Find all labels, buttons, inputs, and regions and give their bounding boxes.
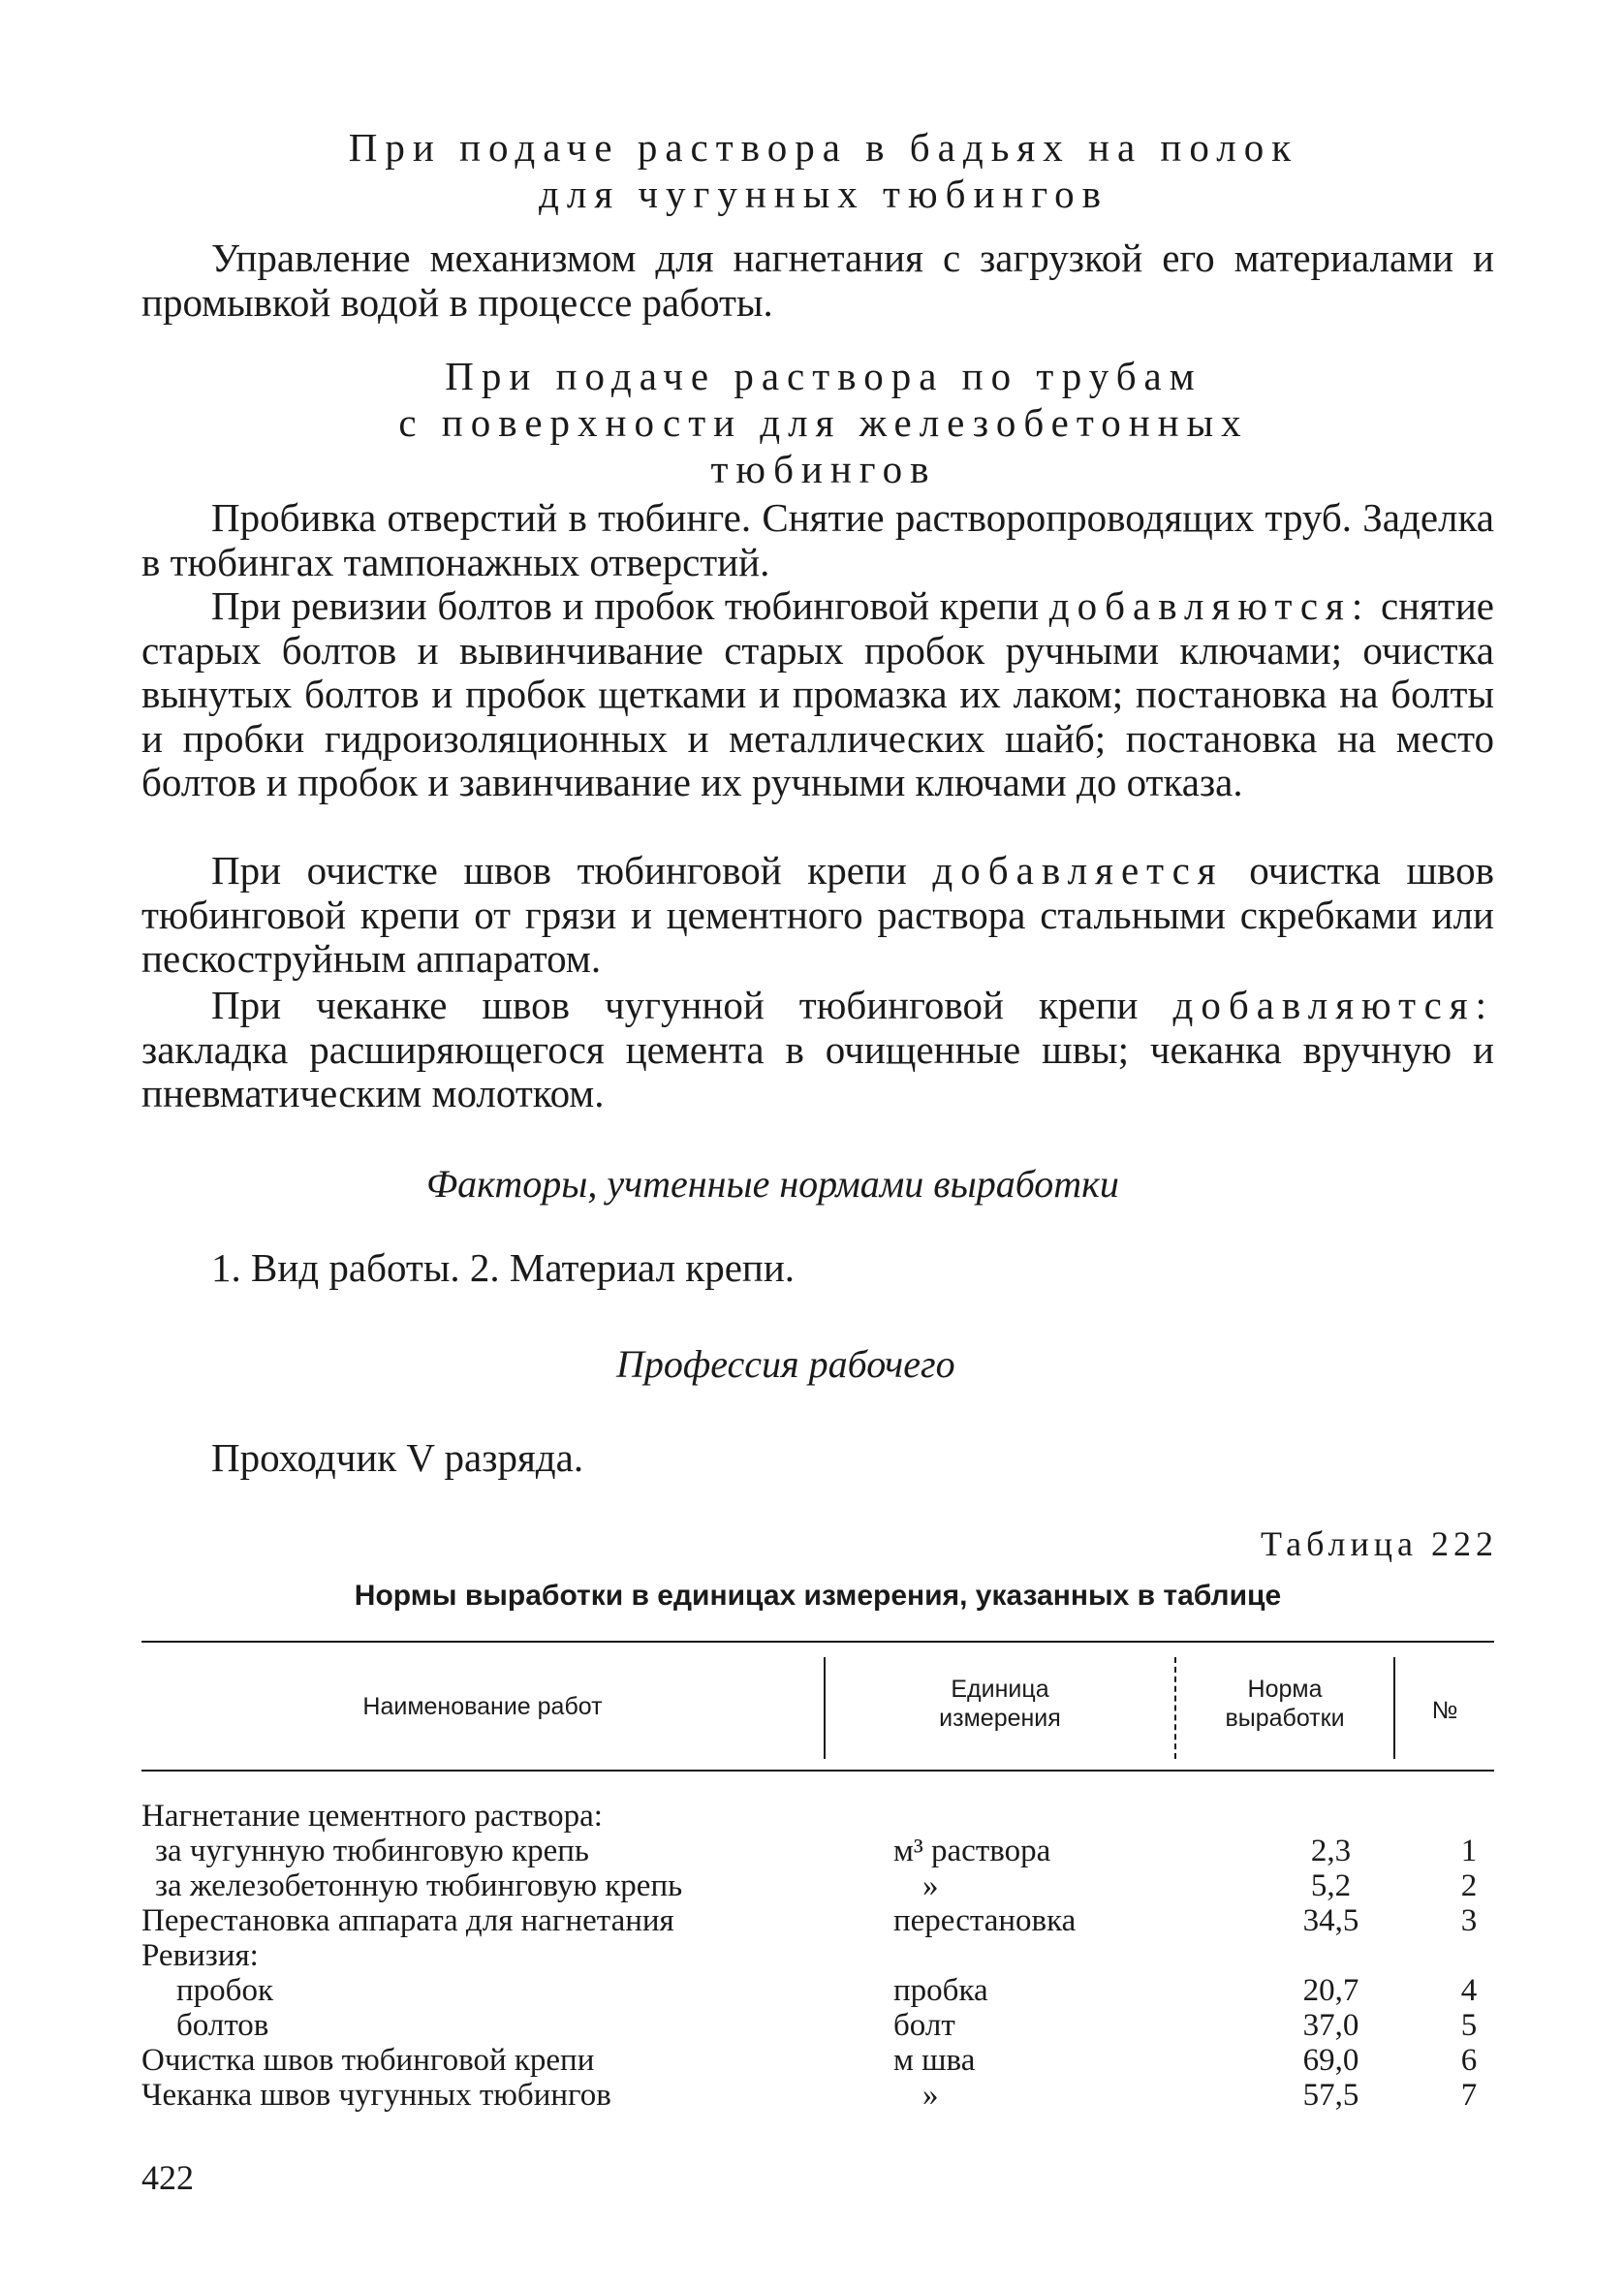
table-row (141, 1799, 1494, 1834)
paragraph-cleaning (141, 849, 1494, 982)
heading-line: При подаче раствора по трубам (445, 354, 1202, 398)
paragraph-keyword: добавляются: (1048, 583, 1371, 628)
cell-norm: 57,5 (1302, 2078, 1359, 2113)
table-caption: Таблица 222 (1261, 1524, 1498, 1563)
heading-line: При подаче раствора в бадьях на полок (348, 125, 1299, 170)
cell-unit: перестановка (893, 1903, 1077, 1938)
table-row (141, 1973, 1494, 2008)
table-row (141, 1834, 1494, 1868)
paragraph-lead: При очистке швов тюбинговой крепи (211, 848, 907, 893)
header-norm (1176, 1675, 1393, 1733)
paragraph-lead: При чеканке швов чугунной тюбинговой крепи (211, 983, 1139, 1027)
cell-name: за железобетонную тюбинговую крепь (155, 1868, 683, 1903)
table-row (141, 1938, 1494, 1973)
cell-number: 4 (1460, 1973, 1478, 2008)
cell-unit: м³ раствора (893, 1834, 1051, 1868)
paragraph-lead: При ревизии болтов и пробок тюбинговой крепи (211, 583, 1040, 628)
cell-unit: » (922, 2078, 939, 2113)
cell-number: 2 (1460, 1868, 1478, 1903)
cell-norm: 20,7 (1302, 1973, 1359, 2008)
table-row (141, 2043, 1494, 2078)
table-top-rule (141, 1641, 1494, 1643)
cell-norm: 34,5 (1302, 1903, 1359, 1938)
cell-norm: 37,0 (1302, 2008, 1359, 2043)
table-title: Нормы выработки в единицах измерения, указанных в таблице (354, 1580, 1282, 1612)
section-text-pipes: Пробивка отверстий в тюбинге. Снятие растворопроводящих труб. Заделка в тюбингах тампонажных отверстий. (141, 495, 1494, 584)
cell-number: 1 (1460, 1834, 1478, 1868)
cell-unit: м шва (893, 2043, 976, 2078)
heading-line: с поверхности для железобетонных (398, 400, 1249, 445)
paragraph-rest: снятие старых болтов и вывинчивание старых пробок ручными ключами; очистка вынутых болтов и пробок щетками и промазка их лаком; постановка на болты и пробки гидроизоляционных и металлических шайб; постановка на место болтов и пробок и завинчивание их ручными ключами до отказа. (141, 583, 1494, 804)
cell-unit: болт (893, 2008, 955, 2043)
table-row (141, 1903, 1494, 1938)
paragraph-revision (141, 584, 1494, 805)
cell-name: Перестановка аппарата для нагнетания (141, 1903, 674, 1938)
profession-text: Проходчик V разряда. (211, 1435, 584, 1480)
cell-unit: пробка (893, 1973, 988, 2008)
cell-name: Ревизия: (141, 1938, 259, 1973)
header-norm-line: выработки (1225, 1705, 1345, 1732)
cell-norm: 5,2 (1310, 1868, 1352, 1903)
section-text-buckets: Управление механизмом для нагнетания с загрузкой его материалами и промывкой водой в процессе работы. (141, 235, 1494, 325)
header-number: № (1431, 1697, 1458, 1724)
cell-name: за чугунную тюбинговую крепь (155, 1834, 589, 1868)
header-name: Наименование работ (362, 1693, 603, 1720)
header-unit-line: Единица (951, 1676, 1049, 1703)
cell-norm: 2,3 (1310, 1834, 1352, 1868)
cell-number: 3 (1460, 1903, 1478, 1938)
profession-heading: Профессия рабочего (616, 1342, 955, 1386)
table-row (141, 1868, 1494, 1903)
page-number: 422 (141, 2158, 194, 2197)
cell-name: болтов (176, 2008, 269, 2043)
table-header-rule (141, 1770, 1494, 1772)
cell-number: 7 (1460, 2078, 1478, 2113)
paragraph-rest: очистка швов тюбинговой крепи от грязи и цементного раствора стальными скребками или пескоструйным аппаратом. (141, 848, 1494, 981)
paragraph-caulking (141, 984, 1494, 1116)
cell-name: Нагнетание цементного раствора: (141, 1799, 603, 1834)
cell-name: Чеканка швов чугунных тюбингов (141, 2078, 611, 2113)
header-norm-line: Норма (1247, 1676, 1323, 1703)
header-unit (826, 1675, 1174, 1733)
heading-line: для чугунных тюбингов (539, 172, 1109, 216)
cell-number: 5 (1460, 2008, 1478, 2043)
factors-text: 1. Вид работы. 2. Материал крепи. (211, 1245, 796, 1290)
cell-name: пробок (176, 1973, 273, 2008)
cell-name: Очистка швов тюбинговой крепи (141, 2043, 595, 2078)
cell-unit: » (922, 1868, 939, 1903)
cell-number: 6 (1460, 2043, 1478, 2078)
paragraph-rest: закладка расширяющегося цемента в очищенные швы; чеканка вручную и пневматическим молотком. (141, 1026, 1494, 1115)
table-row (141, 2078, 1494, 2113)
factors-heading: Факторы, учтенные нормами выработки (426, 1162, 1119, 1206)
heading-line: тюбингов (710, 447, 937, 491)
header-unit-line: измерения (939, 1705, 1061, 1732)
paragraph-keyword: добавляются: (1172, 983, 1495, 1027)
section-heading-pipes (145, 353, 1502, 492)
paragraph-keyword: добавляется (932, 848, 1224, 893)
table-row (141, 2008, 1494, 2043)
section-heading-buckets (145, 124, 1502, 217)
cell-norm: 69,0 (1302, 2043, 1359, 2078)
